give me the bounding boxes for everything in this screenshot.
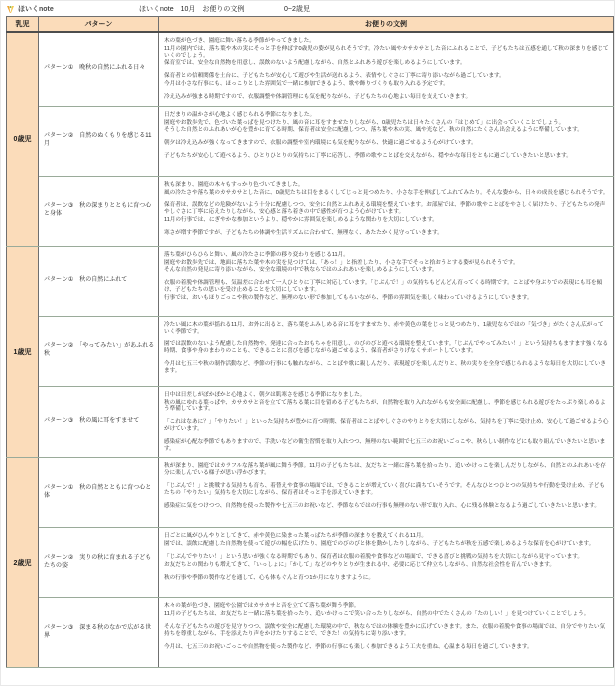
brand-name: ほいくnote: [18, 6, 54, 13]
table-row: [7, 528, 614, 598]
pattern-label-cell: パターン② 「やってみたい」があふれる秋: [39, 316, 159, 386]
letter-text-line: 園では、誤飲に配慮した自然物を使って遊びの幅を広げたり、園庭でのびのびと体を動かしたりしながら、子どもたちが秋を五感で楽しめるような保育を心がけています。: [164, 541, 595, 548]
letter-text-cell: [159, 316, 614, 386]
pattern-label-cell: パターン③ 秋の深まりとともに育つ心と身体: [39, 176, 159, 246]
letter-text-line: 園庭やお散歩先では、地面に落ちた葉や木の実を見つけては、「あっ！」と指差したり、小さな手でそっと拾おうとする姿が見られそうです。: [164, 259, 519, 266]
letter-text-cell: [159, 386, 614, 458]
letter-text-cell: [159, 458, 614, 528]
letter-text-line: 行事では、おいもほりごっこや秋の製作など、無理のない形で参加してもらいながら、季節の雰囲気を楽しく味わっていけるようにしていきます。: [164, 294, 533, 301]
letter-text-line: 「これはなあに？」「やりたい！」といった気持ちが豊かに育つ時期、保育者はことばやしぐさのやりとりを大切にしながら、気持ちを丁寧に受け止め、安心して過ごせるよう心がけています。: [164, 419, 609, 432]
letter-text-line: 冷たい風に木の葉が揺れる11月、お外に出ると、落ち葉をふみしめる音に耳をすませたり、赤や黄色の葉をじっと見つめたり、1歳児ならではの「気づき」がたくさん広がっていく季節です。: [164, 321, 604, 335]
letter-text-line: 秋の行事や季節の製作などを通して、心も体もぐんと育つ1か月になりますように。: [164, 574, 374, 581]
table-row: [7, 316, 614, 386]
table-row: [7, 246, 614, 316]
letter-text-cell: [159, 106, 614, 176]
brand: [6, 4, 139, 14]
letter-text-line: 感染症が心配な季節でもありますので、手洗いなどの衛生習慣を取り入れつつ、無理のない範囲で七五三のお祝いごっこや、秋らしい制作などにも取り組んでいきたいと思います。: [164, 438, 606, 452]
letter-text-line: 11月の子どもたちは、お友だちと一緒に落ち葉を拾ったり、追いかけっこで笑い合ったりしながら、自然の中でたくさんの「たのしい！」を見つけていくことでしょう。: [164, 611, 590, 618]
letter-text-line: 今月は七五三や秋の制作活動など、季節の行事にも触れながら、ことばや歌に親しんだり、表現遊びを楽しんだりと、秋の実りを全身で感じられるような毎日を大切にしていきます。: [164, 360, 606, 374]
letter-text-line: 11月の行事では、にぎやかな参加というより、穏やかに雰囲気を楽しめるような関わりを大切にしています。: [164, 216, 438, 223]
letter-text-line: 日だまりの温かさが心地よく感じられる季節になりました。: [164, 111, 316, 118]
letter-text-line: そんな子どもたちの遊びを見守りつつ、誤飲や安全に配慮した環境の中で、秋ならではの体験を豊かに広げていきます。また、衣服の着脱や食事の場面では、自分でやりたい気持ちを尊重しながら、手を添えたり声をかけたりすることで、できた！の気持ちに寄り添います。: [164, 624, 606, 637]
letter-text-cell: [159, 598, 614, 668]
letter-text-line: 園では誤飲のないよう配慮した自然物や、発達に合ったおもちゃを用意し、のびのびと遊べる環境を整えています。「じぶんでやってみたい！」という気持ちもますます強くなる時期、食事や身のまわりのことも、できることに喜びを感じながら過ごせるよう、保育者がさりげなくサポートしています。: [164, 341, 609, 355]
letter-text-line: そんな自然の発見に寄り添いながら、安全な環境の中で秋ならではのふれあいを楽しめるようにしています。: [164, 267, 438, 274]
hoiku-note-logo-icon: [6, 5, 15, 14]
table-row: [7, 458, 614, 528]
letter-text-line: 「じぶんで！」と挑戦する気持ちも育ち、着替えや食事の場面では、できることが増えていく喜びに満ちていそうです。そんなひとつひとつの気持ちや行動を受け止め、子どもたちの「やりたい」気持ちを大切にしながら、保育者はそっと手を添えていきます。: [164, 483, 605, 496]
letter-text-line: 日中は日差しがぽかぽかと心地よく、朝夕は肌寒さを感じる季節になりました。: [164, 391, 366, 398]
letter-text-line: 秋が深まり、園庭ではカラフルな落ち葉が風に舞う季節。11月の子どもたちは、友だちと一緒に落ち葉を拾ったり、追いかけっこを楽しんだりしながら、自然とのふれあいを存分に楽しんでいる様子が思い浮かびます。: [164, 463, 606, 477]
letter-examples-table: [6, 16, 614, 668]
letter-text-cell: [159, 246, 614, 316]
letter-text-line: 木々の葉が色づき、園庭や公園ではカサカサと音を立てて落ち葉が舞う季節。: [164, 603, 360, 610]
letter-text-line: 衣服の着脱や体調管理も、気温差に合わせて一人ひとりに丁寧に対応しています。「じぶんで！」の気持ちもどんどん育ってくる時期です。ことばや身ぶりでの表現にも耳を傾け、子どもたちの思いを受け止めることを大切にしています。: [164, 280, 603, 293]
table-row: [7, 106, 614, 176]
col-header-letter-text: お便りの文例: [159, 17, 614, 33]
letter-text-line: 11月の園内では、落ち葉や木の実にそっと手を伸ばす0歳児の姿が見られそうです。冷たい風やカサカサとした音にふれることで、子どもたちは五感を通して秋の深まりを感じていくのでしょう。: [164, 45, 609, 59]
letter-text-line: 保育者との信頼関係を土台に、子どもたちが安心して遊びや生活が送れるよう、表情やしぐさに丁寧に寄り添いながら過ごしています。: [164, 73, 505, 80]
col-header-pattern: パターン: [39, 17, 159, 33]
age-range-label: 0~2歳児: [284, 6, 310, 13]
pattern-label-cell: パターン③ 秋の風に耳をすませて: [39, 386, 159, 458]
letter-text-line: 秋も深まり、園庭の木々もすっかり色づいてきました。: [164, 181, 304, 188]
letter-text-line: 寒さが増す季節ですが、子どもたちの体調や生活リズムに合わせて、無理なく、あたたかく見守っていきます。: [164, 229, 443, 236]
letter-text-line: 園庭やお散歩先で、色づいた葉っぱを見つけたり、風の音に耳をすませたりしながら、0歳児たちは日々たくさんの「はじめて」に出会っていくことでしょう。: [164, 119, 565, 126]
letter-text-line: 木の葉が色づき、園庭に舞い落ちる季節がやってきました。: [164, 38, 315, 44]
age-group-cell: 1歳児: [7, 246, 39, 458]
pattern-label-cell: パターン② 自然のぬくもりを感じる11月: [39, 106, 159, 176]
pattern-label-cell: パターン② 実りの秋に育まれる子どもたちの姿: [39, 528, 159, 598]
pattern-label-cell: パターン① 秋の自然とともに育つ心と体: [39, 458, 159, 528]
letter-text-line: 今月は小さな行事にも、ほっこりとした雰囲気で一緒に参加できるよう、歌や飾りづくりも取り入れる予定です。: [164, 81, 449, 88]
table-row: [7, 386, 614, 458]
col-header-age: 乳児: [7, 17, 39, 33]
pattern-label-cell: パターン③ 深まる秋のなかで広がる世界: [39, 598, 159, 668]
letter-text-line: 感染症に気をつけつつ、自然物を使った製作や七五三のお祝いなど、季節ならではの行事も無理のない形で取り入れ、心に残る体験となるよう過ごしていきたいと思います。: [164, 502, 600, 509]
letter-text-line: 保育室では、安全な自然物を用意し、誤飲のないよう配慮しながら、自然とふれあう遊びを楽しめるようにしています。: [164, 60, 466, 67]
letter-text-line: そうした自然とのふれあいが心を豊かに育てる時期、保育者は安全に配慮しつつ、落ち葉や木の実、風や光など、秋の自然にたくさん出会えるように準備しています。: [164, 127, 583, 134]
table-row: [7, 176, 614, 246]
letter-text-line: 落ち葉がひらひらと舞い、風の冷たさに季節の移り変わりを感じる11月。: [164, 251, 349, 258]
letter-text-line: 今月は、七五三のお祝いごっこや自然物を使った製作など、季節の行事にも楽しく参加できるよう工夫を重ね、心温まる毎日を過ごしていきます。: [164, 643, 533, 650]
letter-text-line: 日ごとに風がひんやりとしてきて、赤や黄色に染まった葉っぱたちが季節の深まりを教えてくれる11月。: [164, 533, 428, 540]
letter-text-line: 風の冷たさや落ち葉のカサカサとした音に、0歳児たちは目をまるくしてじっと見つめたり、小さな手を伸ばしてふれてみたり。そんな姿から、日々の成長を感じられそうです。: [164, 189, 609, 196]
pattern-label-cell: パターン① 秋の自然にふれて: [39, 246, 159, 316]
letter-text-line: お友だちとの関わりも増えてきて、「いっしょに」「かして」などのやりとりが生まれる中、必要に応じて仲立ちしながら、自然な社会性を育んでいきます。: [164, 561, 555, 568]
pattern-label-cell: パターン① 晩秋の自然にふれる日々: [39, 32, 159, 106]
table-row: [7, 32, 614, 106]
document-title: ほいくnote 10月 お便りの文例: [139, 6, 245, 13]
table-header-row: [7, 17, 614, 33]
age-group-cell: 0歳児: [7, 32, 39, 246]
top-header-bar: [1, 1, 614, 15]
letter-text-line: 冷え込みが強まる時期ですので、衣服調整や体調管理にも気を配りながら、子どもたちの心地よい毎日を支えていきます。: [164, 93, 472, 100]
letter-text-line: 子どもたちが安心して遊べるよう、ひとりひとりの気持ちに丁寧に応答し、季節の歌やことばを交えながら、穏やかな毎日をともに過ごしていきたいと思います。: [164, 152, 572, 159]
letter-text-line: 朝夕は冷え込みが強くなってきますので、衣服の調整や室内環境にも気を配りながら、快適に過ごせるよう心がけています。: [164, 140, 477, 147]
letter-text-line: 「じぶんでやりたい！」という思いが強くなる時期でもあり、保育者は衣服の着脱や食事などの場面で、できる喜びと挑戦の気持ちを大切にしながら見守っています。: [164, 554, 583, 560]
letter-text-line: 秋の風にゆれる葉っぱや、カサカサと音を立てて落ちる葉に目を留める子どもたちが、自然物を取り入れながらも安全面に配慮し、季節を感じられる遊びをたっぷり楽しめるよう準備しています。: [164, 399, 606, 413]
letter-text-cell: [159, 176, 614, 246]
age-group-cell: 2歳児: [7, 458, 39, 668]
letter-text-cell: [159, 32, 614, 106]
letter-text-cell: [159, 528, 614, 598]
letter-text-line: 保育者は、誤飲などの危険がないよう十分に配慮しつつ、安全に自然とふれあえる環境を整えています。お部屋では、季節の歌やことばをやさしく届けたり、子どもたちの発声やしぐさに丁寧に応えたりしながら、安心感と落ち着きの中で感性が育つよう心がけています。: [164, 202, 606, 216]
table-row: [7, 598, 614, 668]
